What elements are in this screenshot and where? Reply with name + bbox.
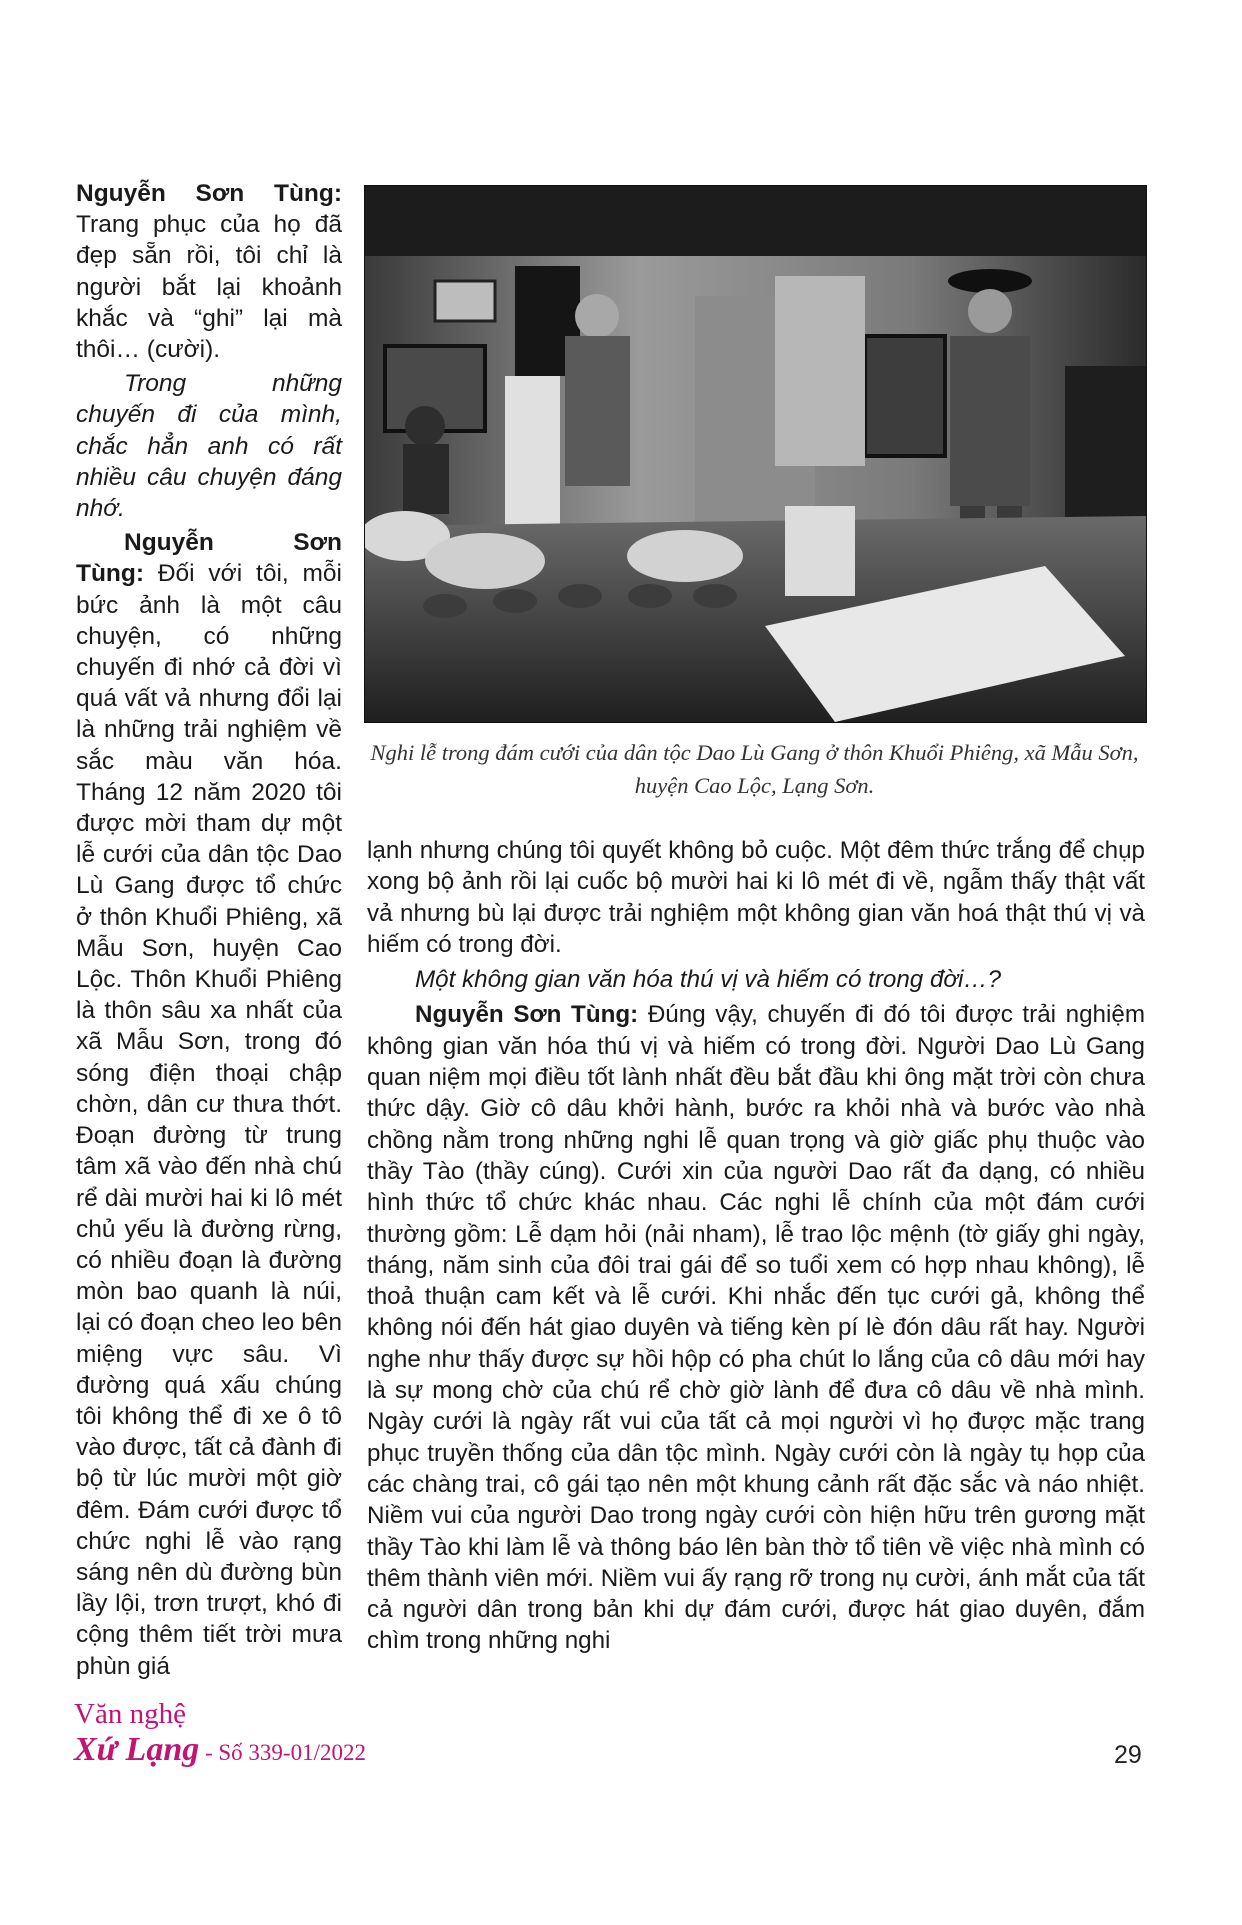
paragraph-text: Trang phục của họ đã đẹp sẵn rồi, tôi chỉ là người bắt lại khoảnh khắc và “ghi” lại mà thôi… (cười).: [76, 211, 342, 364]
photo-caption: Nghi lễ trong đám cưới của dân tộc Dao Lù Gang ở thôn Khuổi Phiêng, xã Mẫu Sơn, huyện Cao Lộc, Lạng Sơn.: [370, 740, 1139, 798]
magazine-title-line2: [74, 1730, 454, 1776]
paragraph: [76, 527, 342, 1682]
question: Trong những chuyến đi của mình, chắc hẳn anh có rất nhiều câu chuyện đáng nhớ.: [76, 370, 342, 523]
paragraph: [76, 178, 342, 365]
wedding-photo-illustration: [365, 186, 1146, 722]
magazine-footer: [74, 1698, 454, 1776]
issue-number: - Số 339-01/2022: [199, 1740, 366, 1765]
question: Một không gian văn hóa thú vị và hiếm có trong đời…?: [415, 966, 1002, 994]
speaker-name: Nguyễn Sơn Tùng:: [76, 529, 342, 588]
speaker-name: Nguyễn Sơn Tùng:: [76, 180, 342, 207]
paragraph: lạnh nhưng chúng tôi quyết không bỏ cuộc. Một đêm thức trắng để chụp xong bộ ảnh rồi lại cuốc bộ mười hai ki lô mét đi về, ngẫm thấy thật vất vả nhưng bù lại được trải nghiệm một không gian văn hoá thật thú vị và hiếm có trong đời.: [367, 837, 1145, 958]
page-number: 29: [1114, 1741, 1142, 1769]
wedding-photo: [364, 185, 1147, 723]
paragraph-text: Đối với tôi, mỗi bức ảnh là một câu chuyện, có những chuyến đi nhớ cả đời vì quá vất vả nhưng đổi lại là những trải nghiệm về sắc màu văn hóa. Tháng 12 năm 2020 tôi được mời tham dự một lễ cưới của dân tộc Dao Lù Gang được tổ chức ở thôn Khuổi Phiêng, xã Mẫu Sơn, huyện Cao Lộc. Thôn Khuổi Phiêng là thôn sâu xa nhất của xã Mẫu Sơn, trong đó sóng điện thoại chập chờn, dân cư thưa thớt. Đoạn đường từ trung tâm xã vào đến nhà chú rể dài mười hai ki lô mét chủ yếu là đường rừng, có nhiều đoạn là đường mòn bao quanh là núi, lại có đoạn cheo leo bên miệng vực sâu. Vì đường quá xấu chúng tôi không thể đi xe ô tô vào được, tất cả đành đi bộ từ lúc mười một giờ đêm. Đám cưới được tổ chức nghi lễ vào rạng sáng nên dù đường bùn lầy lội, trơn trượt, khó đi cộng thêm tiết trời mưa phùn giá: [76, 560, 342, 1680]
left-column: [76, 178, 342, 1685]
paragraph-text: Đúng vậy, chuyến đi đó tôi được trải nghiệm không gian văn hóa thú vị và hiếm có trong đời. Người Dao Lù Gang quan niệm mọi điều tốt lành nhất đều bắt đầu khi ông mặt trời còn chưa thức dậy. Giờ cô dâu khởi hành, bước ra khỏi nhà và bước vào nhà chồng nằm trong những nghi lễ quan trọng và giờ giấc phụ thuộc vào thầy Tào (thầy cúng). Cưới xin của người Dao rất đa dạng, có nhiều hình thức tổ chức khác nhau. Các nghi lễ chính của một đám cưới thường gồm: Lễ dạm hỏi (nải nham), lễ trao lộc mệnh (tờ giấy ghi ngày, tháng, năm sinh của đôi trai gái để so tuổi xem có hợp nhau không), lễ thoả thuận cam kết và lễ cưới. Khi nhắc đến tục cưới gả, không thể không nói đến hát giao duyên và tiếng kèn pí lè đón dâu rất hay. Người nghe như thấy được sự hồi hộp có pha chút lo lắng của cô dâu mới hay là sự mong chờ của chú rể chờ giờ lành để đưa cô dâu về nhà mình. Ngày cưới là ngày rất vui của tất cả mọi người vì họ được mặc trang phục truyền thống của dân tộc mình. Ngày cưới còn là ngày tụ họp của các chàng trai, cô gái tạo nên một khung cảnh rất đặc sắc và náo nhiệt. Niềm vui của người Dao trong ngày cưới còn hiện hữu trên gương mặt thầy Tào khi làm lễ và thông báo lên bàn thờ tổ tiên về việc nhà mình có thêm thành viên mới. Niềm vui ấy rạng rỡ trong nụ cười, ánh mắt của tất cả người dân trong bản khi dự đám cưới, được hát giao duyên, đắm chìm trong những nghi: [367, 1001, 1145, 1655]
magazine-title-line1: Văn nghệ: [74, 1698, 186, 1730]
paragraph: [367, 999, 1145, 1656]
magazine-name: Xứ Lạng: [74, 1731, 200, 1768]
right-column: [367, 835, 1145, 1661]
speaker-name: Nguyễn Sơn Tùng:: [415, 1001, 639, 1029]
